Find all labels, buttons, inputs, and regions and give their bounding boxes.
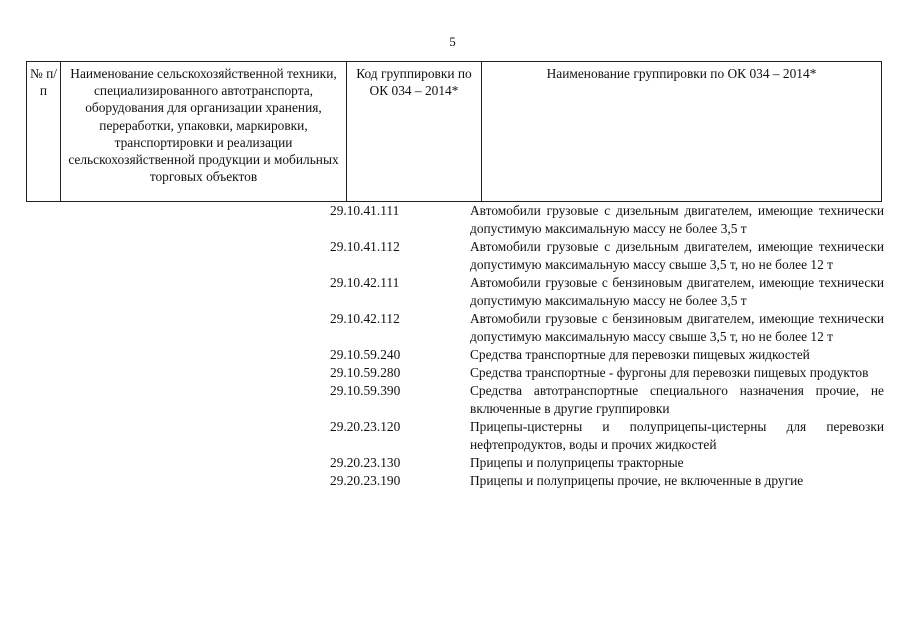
header-col-number: № п/п (27, 62, 61, 201)
table-body (0, 202, 905, 490)
row-group-name: Прицепы-цистерны и полуприцепы-цистерны для перевозки нефтепродуктов, воды и прочих жидкостей (470, 419, 884, 452)
row-code: 29.10.41.111 (330, 203, 400, 218)
table-row (0, 364, 905, 382)
table-row (0, 310, 905, 346)
row-code: 29.10.41.112 (330, 239, 400, 254)
page-number: 5 (449, 34, 456, 49)
row-group-name: Средства транспортные для перевозки пищевых жидкостей (470, 347, 810, 362)
table-row (0, 454, 905, 472)
row-code: 29.20.23.130 (330, 455, 401, 470)
row-code: 29.10.42.111 (330, 275, 400, 290)
table-row (0, 274, 905, 310)
table-row (0, 418, 905, 454)
row-code: 29.10.59.280 (330, 365, 401, 380)
header-col-group-name: Наименование группировки по ОК 034 – 2014* (546, 66, 817, 81)
row-group-name: Средства автотранспортные специального назначения прочие, не включенные в другие группировки (470, 383, 884, 416)
table-row (0, 346, 905, 364)
row-group-name: Прицепы и полуприцепы прочие, не включенные в другие (470, 473, 804, 488)
table-row (0, 472, 905, 490)
row-code: 29.20.23.190 (330, 473, 401, 488)
row-code: 29.10.59.390 (330, 383, 401, 398)
header-col-code: Код группировки по ОК 034 – 2014* (347, 62, 482, 201)
row-group-name: Автомобили грузовые с бензиновым двигателем, имеющие технически допустимую максимальную массу не более 3,5 т (470, 275, 884, 308)
row-code: 29.20.23.120 (330, 419, 401, 434)
table-row (0, 202, 905, 238)
row-code: 29.10.59.240 (330, 347, 401, 362)
row-code: 29.10.42.112 (330, 311, 400, 326)
row-group-name: Средства транспортные - фургоны для перевозки пищевых продуктов (470, 365, 869, 380)
table-row (0, 238, 905, 274)
table-row (0, 382, 905, 418)
row-group-name: Прицепы и полуприцепы тракторные (470, 455, 684, 470)
row-group-name: Автомобили грузовые с дизельным двигателем, имеющие технически допустимую максимальную массу не более 3,5 т (470, 203, 884, 236)
row-group-name: Автомобили грузовые с дизельным двигателем, имеющие технически допустимую максимальную массу свыше 3,5 т, но не более 12 т (470, 239, 884, 272)
table-header (26, 61, 882, 202)
row-group-name: Автомобили грузовые с бензиновым двигателем, имеющие технически допустимую максимальную массу свыше 3,5 т, но не более 12 т (470, 311, 884, 344)
header-col-equipment-name: Наименование сельскохозяйственной техники, специализированного автотранспорта, оборудования для организации хранения, переработки, упаковки, маркировки, транспортировки и реализации сельскохозяйственной продукции и мобильных торговых объектов (61, 62, 347, 201)
